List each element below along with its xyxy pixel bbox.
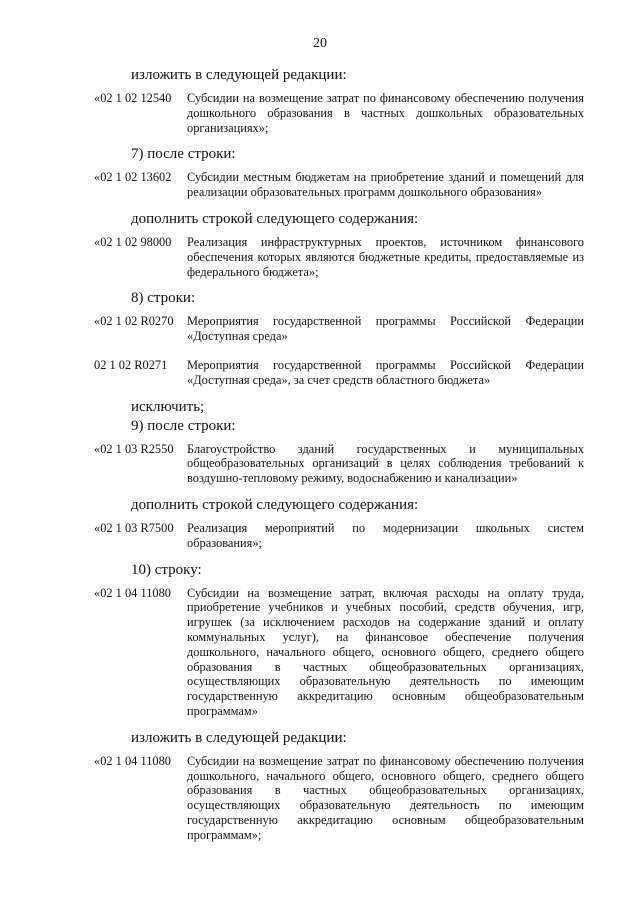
- line-description: Субсидии местным бюджетам на приобретение зданий и помещений для реализации образовательных программ дошкольного образования»: [187, 170, 584, 200]
- budget-line: [94, 235, 584, 279]
- classification-code: «02 1 04 11080: [94, 585, 171, 600]
- budget-line: [94, 521, 584, 551]
- budget-line: [94, 586, 584, 719]
- budget-line: [94, 442, 584, 486]
- instruction-text: дополнить строкой следующего содержания:: [131, 210, 419, 227]
- classification-code: «02 1 02 12540: [94, 91, 172, 105]
- instruction-text: исключить;: [131, 398, 205, 415]
- budget-line: [94, 314, 584, 344]
- line-description: Субсидии на возмещение затрат по финансовому обеспечению получения дошкольного, начального общего, основного общего, среднего общего образования в частных общеобразовательных организациях, осуществляющих образовательную деятельность по имеющим государственную аккредитацию основным общеобразовательным программам»;: [187, 753, 584, 842]
- budget-line: [94, 170, 584, 200]
- classification-code: «02 1 02 R0270: [94, 314, 174, 329]
- instruction-text: 7) после строки:: [131, 146, 236, 163]
- instruction-text: изложить в следующей редакции:: [131, 729, 347, 746]
- classification-code: «02 1 02 13602: [94, 170, 172, 185]
- classification-code: 02 1 02 R0271: [94, 357, 168, 372]
- page-number: 20: [313, 36, 327, 51]
- classification-code: «02 1 03 R2550: [94, 441, 174, 456]
- classification-code: «02 1 03 R7500: [94, 520, 174, 535]
- line-description: Мероприятия государственной программы Российской Федерации «Доступная среда»: [187, 314, 584, 344]
- budget-line: [94, 754, 584, 843]
- instruction-text: дополнить строкой следующего содержания:: [131, 496, 419, 513]
- line-description: Субсидии на возмещение затрат по финансовому обеспечению получения дошкольного образования в частных дошкольных образовательных организациях»;: [187, 91, 584, 135]
- line-description: Реализация инфраструктурных проектов, источником финансового обеспечения которых являются бюджетные кредиты, предоставляемые из федерального бюджета»;: [187, 234, 584, 279]
- line-description: Реализация мероприятий по модернизации школьных систем образования»;: [187, 520, 584, 550]
- classification-code: «02 1 02 98000: [94, 234, 172, 249]
- instruction-text: 10) строку:: [131, 561, 202, 578]
- budget-line: [94, 358, 584, 388]
- line-description: Мероприятия государственной программы Российской Федерации «Доступная среда», за счет средств областного бюджета»: [187, 357, 584, 387]
- budget-line: [94, 91, 584, 135]
- instruction-text: 8) строки:: [131, 290, 196, 307]
- instruction-text: изложить в следующей редакции:: [131, 67, 347, 83]
- classification-code: «02 1 04 11080: [94, 753, 171, 768]
- line-description: Благоустройство зданий государственных и муниципальных общеобразовательных организаций в целях соблюдения требований к воздушно-тепловому режиму, водоснабжению и канализации»: [187, 441, 584, 486]
- line-description: Субсидии на возмещение затрат, включая расходы на оплату труда, приобретение учебников и учебных пособий, средств обучения, игр, игрушек (за исключением расходов на содержание зданий и оплату коммунальных услуг), на финансовое обеспечение получения дошкольного, начального общего, основного общего, среднего общего образования в частных общеобразовательных организациях, осуществляющих образовательную деятельность по имеющим государственную аккредитацию основным общеобразовательным программам»: [187, 585, 584, 718]
- document-body: [94, 66, 584, 847]
- instruction-text: 9) после строки:: [131, 417, 236, 434]
